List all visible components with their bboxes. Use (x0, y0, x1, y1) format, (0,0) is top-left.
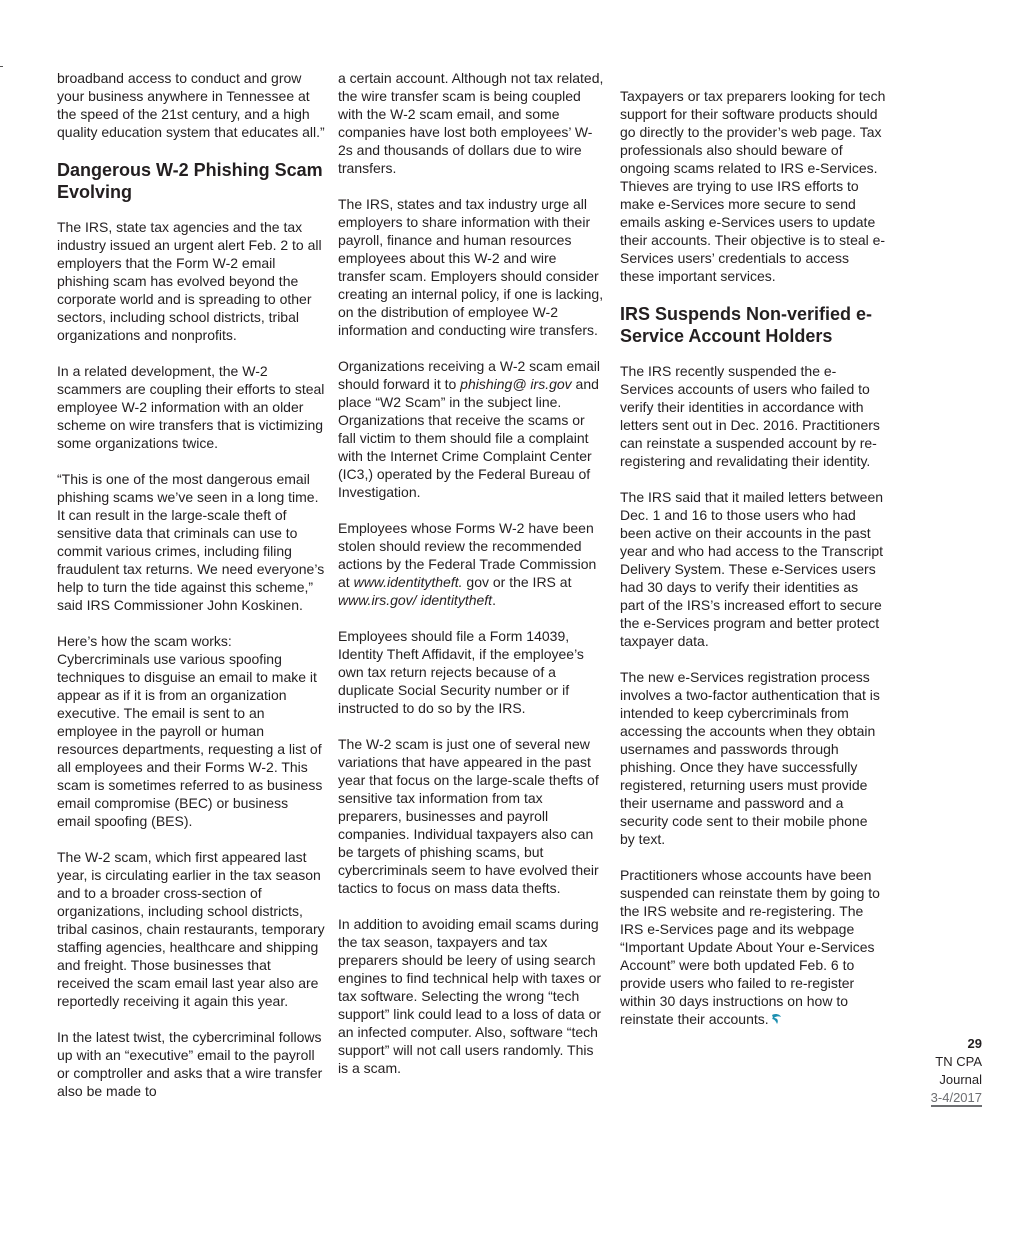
text: and place “W2 Scam” in the subject line. Organizations that receive the scams or fall victim to them should file a complaint with the Internet Crime Complaint Center (IC3,) operated by the Federal Bureau of Investigation. (338, 376, 599, 500)
link-identitytheft-gov[interactable]: www.identitytheft. (353, 574, 463, 590)
column-1 (57, 69, 325, 1118)
text: Employees whose Forms W-2 have been stolen should review the recommended actions by the Federal Trade Commission at (338, 520, 597, 590)
publication-name-line2: Journal (939, 1072, 982, 1087)
paragraph: Taxpayers or tax preparers looking for tech support for their software products should go directly to the provider’s web page. Tax professionals also should beware of ongoing scams related to IRS e-Services. Thieves are trying to use IRS efforts to make e-Services more secure to send emails asking e-Services users to update their accounts. Their objective is to steal e-Services users’ credentials to access these important services. (620, 88, 886, 284)
paragraph (338, 357, 606, 501)
paragraph (338, 519, 606, 609)
crop-mark (0, 66, 3, 67)
paragraph: The IRS, states and tax industry urge all employers to share information with their payroll, finance and human resources employees about this W-2 and wire transfer scam. Employers should consider creating an internal policy, if one is lacking, on the distribution of employee W-2 information and conducting wire transfers. (338, 196, 604, 338)
tn-leaf-icon (771, 1011, 782, 1029)
paragraph: In the latest twist, the cybercriminal follows up with an “executive” email to the payroll or comptroller and asks that a wire transfer also be made to (57, 1029, 323, 1099)
paragraph: Here’s how the scam works: Cybercriminals use various spoofing techniques to disguise an email to make it appear as if it is from an organization executive. The email is sent to an employee in the payroll or human resources departments, requesting a list of all employees and their Forms W-2. This scam is sometimes referred to as business email compromise (BEC) or business email spoofing (BES). (57, 633, 323, 829)
link-irs-identitytheft[interactable]: www.irs.gov/ identitytheft (338, 592, 493, 608)
paragraph: In addition to avoiding email scams during the tax season, taxpayers and tax preparers should be leery of using search engines to find technical help with taxes or tax software. Selecting the wrong “tech support” link could lead to a loss of data or an infected computer. Also, software “tech support” will not call users randomly. This is a scam. (338, 916, 602, 1076)
column-2 (338, 69, 606, 1095)
email-link-phishing[interactable]: phishing@ irs.gov (460, 376, 572, 392)
column-3 (620, 87, 886, 1047)
issue-date-link[interactable]: 3-4/2017 (930, 1090, 982, 1105)
section-heading-irs-suspends: IRS Suspends Non-verified e-Service Account Holders (620, 304, 873, 346)
paragraph: broadband access to conduct and grow your business anywhere in Tennessee at the speed of the 21st century, and a high quality education system that educates all.” (57, 70, 325, 140)
paragraph: The IRS said that it mailed letters between Dec. 1 and 16 to those users who had been active on their accounts in the past year and who had access to the Transcript Delivery System. These e-Services users had 30 days to verify their identities as part of the IRS’s increased effort to secure the e-Services program and better protect taxpayer data. (620, 489, 884, 649)
paragraph: The new e-Services registration process involves a two-factor authentication that is intended to keep cybercriminals from accessing the accounts when they obtain usernames and passwords through phishing. Once they have successfully registered, returning users must provide their username and password and a security code sent to their mobile phone by text. (620, 669, 880, 847)
paragraph: The W-2 scam is just one of several new variations that have appeared in the past year that focus on the large-scale thefts of sensitive tax information from tax preparers, businesses and payroll companies. Individual taxpayers also can be targets of phishing scams, but cybercriminals seem to have evolved their tactics to focus on mass data thefts. (338, 736, 599, 896)
paragraph: The IRS recently suspended the e-Services accounts of users who failed to verify their identities in accordance with letters sent out in Dec. 2016. Practitioners can reinstate a suspended account by re-registering and revalidating their identity. (620, 363, 880, 469)
paragraph: The W-2 scam, which first appeared last year, is circulating earlier in the tax season and to a broader cross-section of organizations, including school districts, tribal casinos, chain restaurants, temporary staffing agencies, healthcare and shipping and freight. Those businesses that received the scam email last year also are reportedly receiving it again this year. (57, 849, 325, 1009)
publication-name: TN CPA (935, 1054, 982, 1069)
text: Practitioners whose accounts have been suspended can reinstate them by going to the IRS website and re-registering. The IRS e-Services page and its webpage “Important Update About Your e-Services Account” were both updated Feb. 6 to provide users who failed to re-register within 30 days instructions on how to reinstate their accounts. (620, 867, 880, 1027)
page-number: 29 (967, 1036, 982, 1051)
section-heading-w2-phishing: Dangerous W-2 Phishing Scam Evolving (57, 160, 323, 202)
paragraph: a certain account. Although not tax related, the wire transfer scam is being coupled with the W-2 scam email, and some companies have lost both employees’ W-2s and thousands of dollars due to wire transfers. (338, 70, 604, 176)
paragraph-quote: “This is one of the most dangerous email phishing scams we’ve seen in a long time. It can result in the large-scale theft of sensitive data that criminals can use to commit various crimes, including filing fraudulent tax returns. We need everyone’s help to turn the tide against this scheme,” said IRS Commissioner John Koskinen. (57, 471, 325, 613)
text: Organizations receiving a W-2 scam email should forward it to (338, 358, 600, 392)
page-footer (931, 1035, 982, 1107)
text: . (492, 592, 496, 608)
paragraph: In a related development, the W-2 scammers are coupling their efforts to steal employee W-2 information with an older scheme on wire transfers that is victimizing some organizations twice. (57, 363, 325, 451)
paragraph-last (620, 866, 886, 1029)
paragraph: Employees should file a Form 14039, Identity Theft Affidavit, if the employee’s own tax return rejects because of a duplicate Social Security number or if instructed to do so by the IRS. (338, 628, 584, 716)
paragraph: The IRS, state tax agencies and the tax industry issued an urgent alert Feb. 2 to all employers that the Form W-2 email phishing scam has evolved beyond the corporate world and is spreading to other sectors, including school districts, tribal organizations and nonprofits. (57, 219, 322, 343)
text: gov or the IRS at (462, 574, 572, 590)
